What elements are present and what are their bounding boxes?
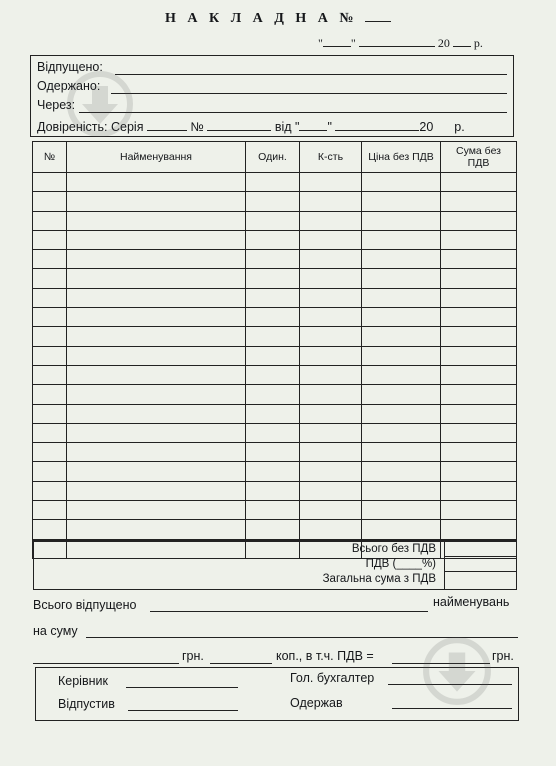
table-cell[interactable] bbox=[33, 346, 67, 365]
table-cell[interactable] bbox=[33, 385, 67, 404]
table-cell[interactable] bbox=[362, 404, 441, 423]
table-cell[interactable] bbox=[67, 481, 246, 500]
table-cell[interactable] bbox=[362, 423, 441, 442]
table-cell[interactable] bbox=[441, 404, 517, 423]
totals-box bbox=[33, 540, 517, 590]
table-cell[interactable] bbox=[246, 173, 300, 192]
table-row bbox=[33, 211, 517, 230]
column-header-number: № bbox=[33, 142, 67, 173]
table-cell[interactable] bbox=[33, 520, 67, 539]
table-cell[interactable] bbox=[362, 443, 441, 462]
table-row bbox=[33, 173, 517, 192]
total-with-vat-label: Загальна сума з ПДВ bbox=[322, 573, 436, 585]
table-cell[interactable] bbox=[67, 308, 246, 327]
table-cell[interactable] bbox=[33, 250, 67, 269]
table-cell[interactable] bbox=[246, 230, 300, 249]
manager-label: Керівник bbox=[58, 674, 108, 688]
table-cell[interactable] bbox=[362, 365, 441, 384]
table-cell[interactable] bbox=[33, 443, 67, 462]
table-cell[interactable] bbox=[246, 520, 300, 539]
date-line bbox=[318, 34, 483, 51]
table-cell[interactable] bbox=[67, 269, 246, 288]
table-cell[interactable] bbox=[33, 423, 67, 442]
kop-label: коп., в т.ч. ПДВ = bbox=[276, 649, 374, 663]
table-cell[interactable] bbox=[246, 308, 300, 327]
table-cell[interactable] bbox=[362, 288, 441, 307]
table-cell[interactable] bbox=[300, 443, 362, 462]
table-cell[interactable] bbox=[441, 327, 517, 346]
released-by-label: Відпустив bbox=[58, 697, 115, 711]
table-cell[interactable] bbox=[246, 365, 300, 384]
table-cell[interactable] bbox=[246, 327, 300, 346]
poa-month-field[interactable] bbox=[335, 118, 419, 131]
table-cell[interactable] bbox=[246, 481, 300, 500]
date-quote-close: " bbox=[350, 36, 356, 50]
watermark-download-icon bbox=[422, 636, 492, 706]
table-cell[interactable] bbox=[300, 327, 362, 346]
column-header-name: Найменування bbox=[67, 142, 246, 173]
table-row bbox=[33, 346, 517, 365]
table-cell[interactable] bbox=[362, 211, 441, 230]
table-cell[interactable] bbox=[67, 192, 246, 211]
total-without-vat-field[interactable] bbox=[444, 542, 516, 557]
table-cell[interactable] bbox=[246, 211, 300, 230]
column-header-unit: Один. bbox=[246, 142, 300, 173]
table-cell[interactable] bbox=[33, 230, 67, 249]
uah-field[interactable] bbox=[33, 663, 179, 664]
table-cell[interactable] bbox=[441, 269, 517, 288]
released-label: Відпущено: bbox=[37, 60, 103, 74]
table-cell[interactable] bbox=[362, 346, 441, 365]
table-cell[interactable] bbox=[300, 520, 362, 539]
table-cell[interactable] bbox=[300, 404, 362, 423]
table-cell[interactable] bbox=[33, 288, 67, 307]
table-cell[interactable] bbox=[33, 481, 67, 500]
items-label: найменувань bbox=[433, 595, 510, 609]
total-released-field[interactable] bbox=[150, 611, 428, 612]
table-cell[interactable] bbox=[67, 327, 246, 346]
total-released-label: Всього відпущено bbox=[33, 598, 137, 612]
received-by-label: Одержав bbox=[290, 696, 343, 710]
table-cell[interactable] bbox=[246, 250, 300, 269]
table-cell[interactable] bbox=[246, 462, 300, 481]
table-row bbox=[33, 192, 517, 211]
table-cell[interactable] bbox=[362, 192, 441, 211]
table-cell[interactable] bbox=[300, 288, 362, 307]
table-cell[interactable] bbox=[300, 481, 362, 500]
uah-label: грн. bbox=[182, 649, 204, 663]
table-cell[interactable] bbox=[300, 230, 362, 249]
table-row bbox=[33, 269, 517, 288]
table-cell[interactable] bbox=[67, 211, 246, 230]
table-cell[interactable] bbox=[67, 520, 246, 539]
year-suffix: р. bbox=[473, 36, 483, 50]
year-prefix: 20 bbox=[437, 36, 450, 50]
series-field[interactable] bbox=[147, 118, 187, 131]
table-cell[interactable] bbox=[246, 385, 300, 404]
table-cell[interactable] bbox=[362, 520, 441, 539]
table-cell[interactable] bbox=[441, 385, 517, 404]
table-cell[interactable] bbox=[441, 520, 517, 539]
table-cell[interactable] bbox=[441, 173, 517, 192]
table-row bbox=[33, 423, 517, 442]
table-row bbox=[33, 462, 517, 481]
released-field[interactable] bbox=[115, 74, 507, 75]
table-cell[interactable] bbox=[362, 462, 441, 481]
table-row bbox=[33, 327, 517, 346]
table-cell[interactable] bbox=[67, 365, 246, 384]
table-cell[interactable] bbox=[300, 269, 362, 288]
table-row bbox=[33, 385, 517, 404]
month-blank[interactable] bbox=[359, 34, 435, 47]
chief-accountant-label: Гол. бухгалтер bbox=[290, 671, 375, 685]
table-cell[interactable] bbox=[441, 481, 517, 500]
through-label: Через: bbox=[37, 98, 76, 112]
day-blank[interactable] bbox=[323, 34, 351, 47]
received-label: Одержано: bbox=[37, 79, 101, 93]
table-row bbox=[33, 443, 517, 462]
table-cell[interactable] bbox=[362, 385, 441, 404]
poa-quote-close: " bbox=[327, 120, 332, 134]
number-label: № bbox=[190, 120, 204, 134]
table-cell[interactable] bbox=[300, 308, 362, 327]
table-cell[interactable] bbox=[33, 211, 67, 230]
table-cell[interactable] bbox=[246, 404, 300, 423]
table-cell[interactable] bbox=[246, 346, 300, 365]
table-row bbox=[33, 250, 517, 269]
table-cell[interactable] bbox=[33, 308, 67, 327]
document-title bbox=[0, 9, 556, 27]
table-cell[interactable] bbox=[362, 230, 441, 249]
table-cell[interactable] bbox=[33, 501, 67, 520]
table-cell[interactable] bbox=[362, 481, 441, 500]
table-row bbox=[33, 288, 517, 307]
table-cell[interactable] bbox=[246, 288, 300, 307]
table-cell[interactable] bbox=[300, 462, 362, 481]
table-cell[interactable] bbox=[362, 308, 441, 327]
poa-year-prefix: 20 bbox=[419, 120, 434, 134]
table-row bbox=[33, 230, 517, 249]
table-cell[interactable] bbox=[441, 462, 517, 481]
table-cell[interactable] bbox=[300, 211, 362, 230]
sum-label: на суму bbox=[33, 624, 78, 638]
table-cell[interactable] bbox=[300, 385, 362, 404]
table-cell[interactable] bbox=[300, 250, 362, 269]
table-cell[interactable] bbox=[362, 173, 441, 192]
table-cell[interactable] bbox=[67, 250, 246, 269]
table-header-row bbox=[33, 142, 517, 173]
total-without-vat-label: Всього без ПДВ bbox=[351, 543, 436, 555]
table-cell[interactable] bbox=[33, 269, 67, 288]
table-cell[interactable] bbox=[246, 501, 300, 520]
invoice-number-blank[interactable] bbox=[365, 9, 391, 22]
table-cell[interactable] bbox=[246, 192, 300, 211]
table-cell[interactable] bbox=[67, 385, 246, 404]
table-cell[interactable] bbox=[67, 404, 246, 423]
table-cell[interactable] bbox=[33, 192, 67, 211]
table-cell[interactable] bbox=[33, 365, 67, 384]
column-header-quantity: К-сть bbox=[300, 142, 362, 173]
table-cell[interactable] bbox=[441, 250, 517, 269]
table-cell[interactable] bbox=[33, 327, 67, 346]
table-cell[interactable] bbox=[300, 346, 362, 365]
date-quote-open: " bbox=[318, 36, 323, 50]
vat-label: ПДВ (____%) bbox=[365, 558, 436, 570]
uah-end-label: грн. bbox=[492, 649, 514, 663]
table-cell[interactable] bbox=[300, 173, 362, 192]
column-header-price: Ціна без ПДВ bbox=[362, 142, 441, 173]
table-cell[interactable] bbox=[362, 327, 441, 346]
released-by-signature-field[interactable] bbox=[128, 710, 238, 711]
table-cell[interactable] bbox=[246, 443, 300, 462]
table-cell[interactable] bbox=[67, 346, 246, 365]
table-cell[interactable] bbox=[441, 443, 517, 462]
table-cell[interactable] bbox=[441, 501, 517, 520]
table-cell[interactable] bbox=[441, 211, 517, 230]
number-field[interactable] bbox=[207, 118, 271, 131]
table-row bbox=[33, 501, 517, 520]
table-row bbox=[33, 520, 517, 539]
table-cell[interactable] bbox=[362, 250, 441, 269]
manager-signature-field[interactable] bbox=[126, 687, 238, 688]
received-by-signature-field[interactable] bbox=[392, 708, 512, 709]
table-cell[interactable] bbox=[67, 443, 246, 462]
table-cell[interactable] bbox=[33, 173, 67, 192]
table-cell[interactable] bbox=[67, 173, 246, 192]
year-blank[interactable] bbox=[453, 34, 471, 47]
poa-year-suffix: р. bbox=[454, 120, 465, 134]
table-row bbox=[33, 365, 517, 384]
power-of-attorney-label: Довіреність: Серія bbox=[37, 120, 144, 134]
items-table bbox=[32, 141, 517, 559]
title-text: Н А К Л А Д Н А № bbox=[165, 11, 358, 26]
table-cell[interactable] bbox=[246, 269, 300, 288]
table-cell[interactable] bbox=[441, 308, 517, 327]
table-row bbox=[33, 404, 517, 423]
table-cell[interactable] bbox=[246, 423, 300, 442]
table-cell[interactable] bbox=[300, 501, 362, 520]
table-cell[interactable] bbox=[300, 423, 362, 442]
kop-field[interactable] bbox=[210, 663, 272, 664]
table-cell[interactable] bbox=[441, 423, 517, 442]
table-cell[interactable] bbox=[67, 230, 246, 249]
table-cell[interactable] bbox=[33, 404, 67, 423]
through-field[interactable] bbox=[79, 112, 507, 113]
table-cell[interactable] bbox=[67, 462, 246, 481]
poa-day-field[interactable] bbox=[299, 118, 327, 131]
table-cell[interactable] bbox=[362, 501, 441, 520]
table-cell[interactable] bbox=[441, 192, 517, 211]
watermark-download-icon bbox=[66, 70, 134, 138]
table-cell[interactable] bbox=[441, 365, 517, 384]
table-cell[interactable] bbox=[441, 288, 517, 307]
table-row bbox=[33, 308, 517, 327]
table-cell[interactable] bbox=[67, 423, 246, 442]
table-cell[interactable] bbox=[300, 365, 362, 384]
table-cell[interactable] bbox=[67, 288, 246, 307]
table-cell[interactable] bbox=[441, 230, 517, 249]
table-cell[interactable] bbox=[362, 269, 441, 288]
table-cell[interactable] bbox=[441, 346, 517, 365]
vat-field[interactable] bbox=[444, 557, 516, 572]
total-with-vat-field[interactable] bbox=[444, 572, 516, 590]
from-label: від " bbox=[274, 120, 300, 134]
table-row bbox=[33, 481, 517, 500]
column-header-sum: Сума без ПДВ bbox=[441, 142, 517, 173]
table-cell[interactable] bbox=[300, 192, 362, 211]
table-cell[interactable] bbox=[33, 462, 67, 481]
received-field[interactable] bbox=[111, 93, 507, 94]
table-cell[interactable] bbox=[67, 501, 246, 520]
